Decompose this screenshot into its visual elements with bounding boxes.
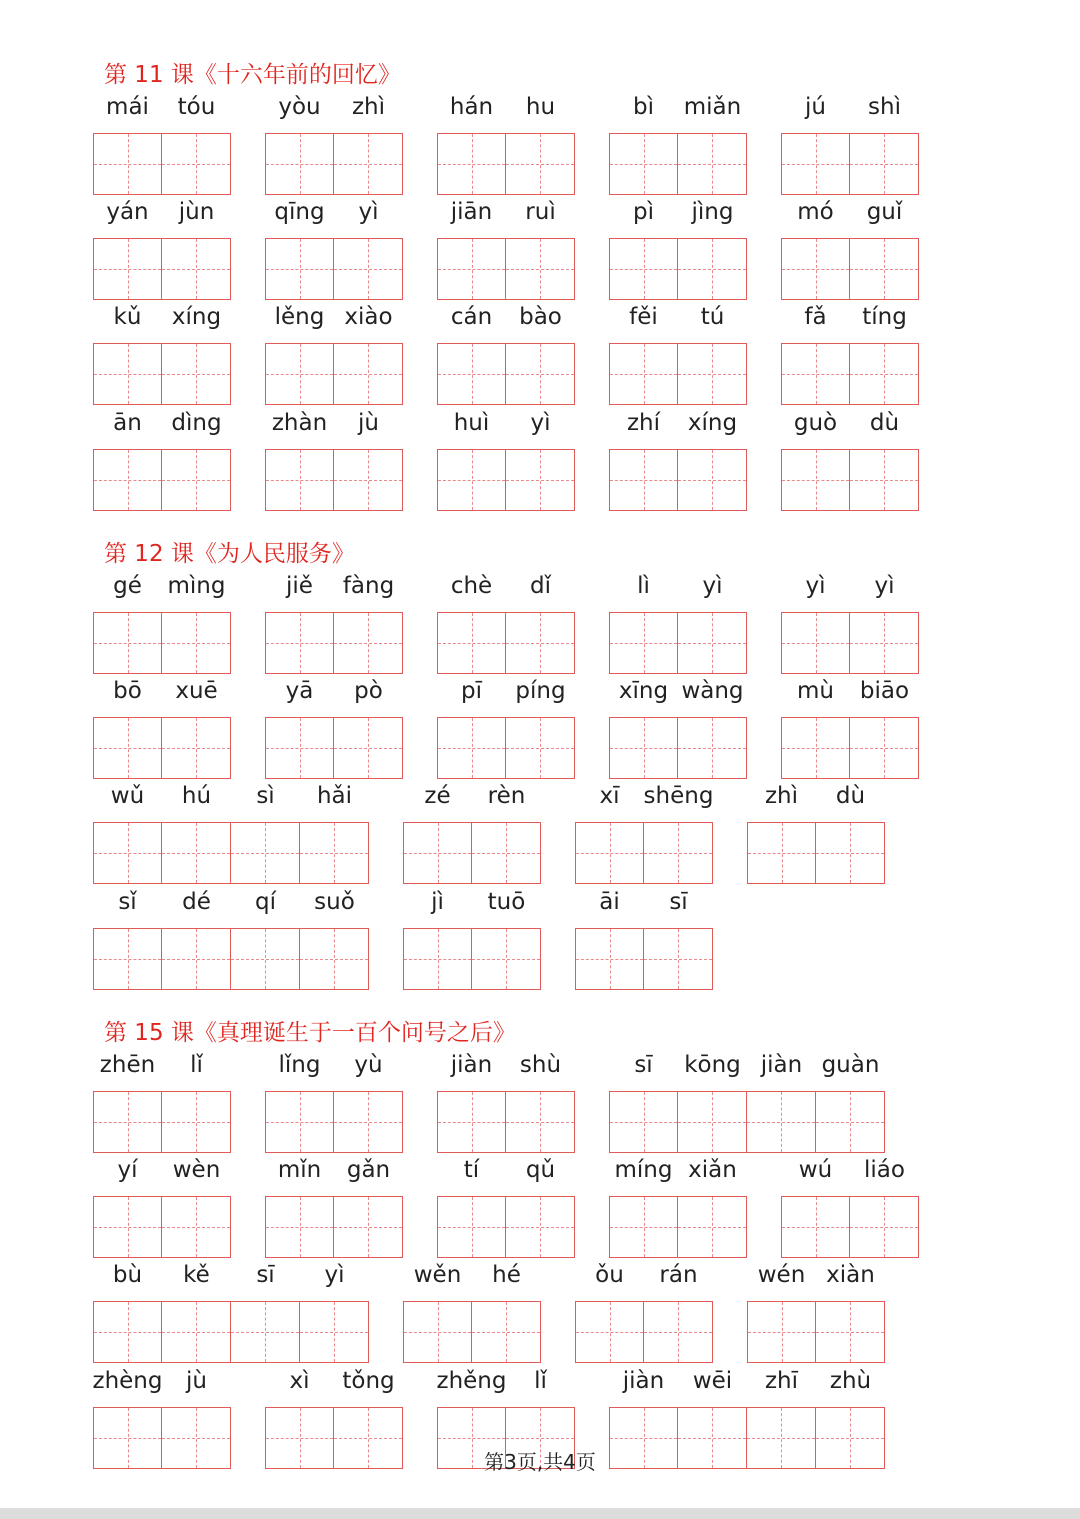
pinyin-label: wèn xyxy=(172,1157,221,1183)
writing-grid xyxy=(437,612,575,674)
pinyin-label: fàng xyxy=(342,573,395,599)
writing-cell[interactable] xyxy=(609,717,678,779)
pinyin-label: kě xyxy=(183,1262,210,1288)
writing-grid xyxy=(93,238,231,300)
pinyin-label: pì xyxy=(633,199,654,225)
writing-grid xyxy=(265,343,403,405)
pinyin-label: xiào xyxy=(344,304,393,330)
writing-cell[interactable] xyxy=(93,1301,162,1363)
pinyin-label: yòu xyxy=(278,94,321,120)
writing-cell[interactable] xyxy=(437,238,506,300)
writing-cell[interactable] xyxy=(747,1091,816,1153)
pinyin-label: lǐng xyxy=(278,1052,321,1078)
pinyin-label: yì xyxy=(530,410,551,436)
writing-cell[interactable] xyxy=(781,238,850,300)
writing-cell[interactable] xyxy=(162,343,231,405)
pinyin-label: zhì xyxy=(764,783,799,809)
pinyin-label: jiàn xyxy=(450,1052,493,1078)
pinyin-label: míng xyxy=(614,1157,673,1183)
pinyin-label: yán xyxy=(106,199,149,225)
writing-cell[interactable] xyxy=(403,822,472,884)
pinyin-label: hú xyxy=(181,783,212,809)
writing-cell[interactable] xyxy=(644,1301,713,1363)
pinyin-label: shēng xyxy=(643,783,714,809)
pinyin-label: zhì xyxy=(351,94,386,120)
pinyin-label: dé xyxy=(182,889,211,915)
writing-cell[interactable] xyxy=(300,822,369,884)
lesson-11-title: 第 11 课《十六年前的回忆》 xyxy=(104,62,401,88)
pinyin-label: zhàn xyxy=(271,410,328,436)
pinyin-label: fěi xyxy=(629,304,658,330)
writing-grid xyxy=(93,343,231,405)
pinyin-label: yì xyxy=(324,1262,345,1288)
writing-cell[interactable] xyxy=(437,612,506,674)
writing-cell[interactable] xyxy=(265,1196,334,1258)
pinyin-label: kǔ xyxy=(113,304,142,330)
writing-grid xyxy=(781,612,919,674)
writing-grid xyxy=(437,1091,575,1153)
writing-cell[interactable] xyxy=(609,1091,678,1153)
writing-grid xyxy=(437,238,575,300)
writing-cell[interactable] xyxy=(334,238,403,300)
pinyin-label: mái xyxy=(106,94,149,120)
writing-cell[interactable] xyxy=(678,1091,747,1153)
pinyin-label: zhī xyxy=(764,1368,799,1394)
writing-cell[interactable] xyxy=(93,238,162,300)
pinyin-label: tíng xyxy=(862,304,907,330)
pinyin-label: qí xyxy=(255,889,276,915)
pinyin-label: āi xyxy=(599,889,620,915)
pinyin-label: yì xyxy=(874,573,895,599)
writing-cell[interactable] xyxy=(609,612,678,674)
writing-grid xyxy=(609,717,747,779)
writing-cell[interactable] xyxy=(506,343,575,405)
writing-grid xyxy=(781,717,919,779)
pinyin-label: hǎi xyxy=(316,783,353,809)
writing-grid xyxy=(93,133,231,195)
pinyin-label: jú xyxy=(805,94,826,120)
writing-grid xyxy=(747,1301,885,1363)
writing-cell[interactable] xyxy=(300,1301,369,1363)
writing-cell[interactable] xyxy=(781,1196,850,1258)
writing-cell[interactable] xyxy=(265,343,334,405)
writing-cell[interactable] xyxy=(781,133,850,195)
pinyin-label: shì xyxy=(868,94,901,120)
writing-grid xyxy=(265,1196,403,1258)
writing-cell[interactable] xyxy=(678,343,747,405)
writing-cell[interactable] xyxy=(850,238,919,300)
pinyin-label: qīng xyxy=(274,199,325,225)
page-number: 第3页,共4页 xyxy=(484,1450,596,1474)
pinyin-label: miǎn xyxy=(683,94,742,120)
writing-grid xyxy=(403,928,541,990)
writing-cell[interactable] xyxy=(575,1301,644,1363)
writing-grid xyxy=(93,1196,231,1258)
pinyin-label: jìng xyxy=(691,199,734,225)
pinyin-label: pò xyxy=(354,678,383,704)
pinyin-label: mǐn xyxy=(277,1157,322,1183)
pinyin-label: guò xyxy=(793,410,838,436)
writing-grid xyxy=(609,238,747,300)
pinyin-label: mó xyxy=(797,199,834,225)
writing-cell[interactable] xyxy=(93,928,162,990)
pinyin-label: bào xyxy=(519,304,562,330)
writing-cell[interactable] xyxy=(437,449,506,511)
pinyin-label: xiàn xyxy=(826,1262,875,1288)
pinyin-label: ǒu xyxy=(595,1262,624,1288)
writing-cell[interactable] xyxy=(816,1301,885,1363)
pinyin-label: tí xyxy=(463,1157,480,1183)
writing-cell[interactable] xyxy=(231,822,300,884)
writing-cell[interactable] xyxy=(300,928,369,990)
writing-cell[interactable] xyxy=(162,612,231,674)
pinyin-label: suǒ xyxy=(314,889,355,915)
writing-cell[interactable] xyxy=(334,449,403,511)
writing-cell[interactable] xyxy=(93,822,162,884)
writing-grid xyxy=(93,1301,369,1363)
pinyin-label: yì xyxy=(358,199,379,225)
writing-cell[interactable] xyxy=(437,1196,506,1258)
pinyin-label: zhěng xyxy=(436,1368,507,1394)
writing-cell[interactable] xyxy=(678,238,747,300)
writing-grid xyxy=(437,1196,575,1258)
writing-grid xyxy=(403,822,541,884)
writing-cell[interactable] xyxy=(678,133,747,195)
pinyin-label: tóu xyxy=(177,94,216,120)
pinyin-label: xì xyxy=(289,1368,310,1394)
pinyin-label: wú xyxy=(798,1157,833,1183)
writing-grid xyxy=(265,238,403,300)
writing-cell[interactable] xyxy=(850,133,919,195)
pinyin-label: xíng xyxy=(687,410,738,436)
writing-cell[interactable] xyxy=(816,1091,885,1153)
pinyin-label: wēi xyxy=(692,1368,733,1394)
writing-cell[interactable] xyxy=(162,822,231,884)
pinyin-label: bì xyxy=(633,94,654,120)
pinyin-label: lì xyxy=(637,573,650,599)
writing-grid xyxy=(609,1196,747,1258)
writing-cell[interactable] xyxy=(437,717,506,779)
pinyin-label: sǐ xyxy=(118,889,137,915)
writing-cell[interactable] xyxy=(472,822,541,884)
pinyin-label: ān xyxy=(113,410,142,436)
writing-cell[interactable] xyxy=(781,343,850,405)
writing-cell[interactable] xyxy=(162,1196,231,1258)
writing-cell[interactable] xyxy=(93,1196,162,1258)
pinyin-label: pī xyxy=(461,678,482,704)
writing-grid xyxy=(747,822,885,884)
writing-cell[interactable] xyxy=(609,1196,678,1258)
writing-cell[interactable] xyxy=(678,449,747,511)
writing-grid xyxy=(575,1301,713,1363)
writing-cell[interactable] xyxy=(334,133,403,195)
writing-cell[interactable] xyxy=(506,612,575,674)
writing-cell[interactable] xyxy=(93,717,162,779)
writing-cell[interactable] xyxy=(162,1301,231,1363)
writing-cell[interactable] xyxy=(162,717,231,779)
writing-cell[interactable] xyxy=(575,822,644,884)
pinyin-label: mìng xyxy=(167,573,226,599)
writing-cell[interactable] xyxy=(265,449,334,511)
writing-cell[interactable] xyxy=(506,133,575,195)
writing-cell[interactable] xyxy=(850,1196,919,1258)
pinyin-label: guàn xyxy=(821,1052,880,1078)
writing-cell[interactable] xyxy=(850,612,919,674)
writing-grid xyxy=(93,1091,231,1153)
pinyin-label: xuē xyxy=(175,678,218,704)
pinyin-label: zhèng xyxy=(92,1368,163,1394)
writing-cell[interactable] xyxy=(506,717,575,779)
pinyin-label: jiān xyxy=(450,199,493,225)
writing-grid xyxy=(93,717,231,779)
writing-grid xyxy=(781,1196,919,1258)
pinyin-label: guǐ xyxy=(866,199,903,225)
pinyin-label: yì xyxy=(805,573,826,599)
pinyin-label: wǔ xyxy=(110,783,145,809)
pinyin-label: hán xyxy=(449,94,494,120)
writing-grid xyxy=(781,343,919,405)
writing-cell[interactable] xyxy=(93,343,162,405)
writing-cell[interactable] xyxy=(472,1301,541,1363)
writing-cell[interactable] xyxy=(437,343,506,405)
pinyin-label: rán xyxy=(659,1262,698,1288)
writing-grid xyxy=(781,238,919,300)
writing-cell[interactable] xyxy=(403,1301,472,1363)
pinyin-label: bō xyxy=(113,678,142,704)
writing-cell[interactable] xyxy=(609,343,678,405)
pinyin-label: kōng xyxy=(684,1052,741,1078)
writing-cell[interactable] xyxy=(609,133,678,195)
writing-cell[interactable] xyxy=(334,612,403,674)
pinyin-label: biāo xyxy=(859,678,910,704)
writing-grid xyxy=(575,928,713,990)
pinyin-label: jì xyxy=(431,889,444,915)
writing-cell[interactable] xyxy=(850,449,919,511)
pinyin-label: jù xyxy=(186,1368,207,1394)
pinyin-label: xíng xyxy=(171,304,222,330)
writing-cell[interactable] xyxy=(506,1091,575,1153)
writing-cell[interactable] xyxy=(850,343,919,405)
writing-grid xyxy=(265,612,403,674)
pinyin-label: sī xyxy=(634,1052,653,1078)
pinyin-label: wàng xyxy=(681,678,744,704)
writing-cell[interactable] xyxy=(162,133,231,195)
writing-cell[interactable] xyxy=(162,928,231,990)
writing-grid xyxy=(609,133,747,195)
pinyin-label: yā xyxy=(285,678,314,704)
writing-grid xyxy=(265,449,403,511)
writing-grid xyxy=(781,133,919,195)
pinyin-label: tǒng xyxy=(342,1368,395,1394)
writing-cell[interactable] xyxy=(506,238,575,300)
writing-grid xyxy=(93,449,231,511)
pinyin-label: sī xyxy=(669,889,688,915)
pinyin-label: dǐ xyxy=(530,573,551,599)
pinyin-label: hé xyxy=(492,1262,521,1288)
writing-grid xyxy=(437,717,575,779)
writing-grid xyxy=(781,449,919,511)
writing-cell[interactable] xyxy=(678,1196,747,1258)
writing-cell[interactable] xyxy=(265,133,334,195)
pinyin-label: jù xyxy=(358,410,379,436)
pinyin-label: liáo xyxy=(864,1157,905,1183)
writing-cell[interactable] xyxy=(781,717,850,779)
writing-cell[interactable] xyxy=(644,822,713,884)
writing-cell[interactable] xyxy=(334,1091,403,1153)
pinyin-label: tú xyxy=(700,304,725,330)
pinyin-label: huì xyxy=(453,410,490,436)
writing-cell[interactable] xyxy=(334,717,403,779)
writing-cell[interactable] xyxy=(816,822,885,884)
pinyin-label: fǎ xyxy=(804,304,827,330)
pinyin-label: tuō xyxy=(487,889,526,915)
writing-cell[interactable] xyxy=(403,928,472,990)
writing-cell[interactable] xyxy=(437,1091,506,1153)
writing-cell[interactable] xyxy=(162,1091,231,1153)
writing-grid xyxy=(437,343,575,405)
writing-cell[interactable] xyxy=(781,612,850,674)
writing-cell[interactable] xyxy=(93,133,162,195)
writing-grid xyxy=(93,612,231,674)
writing-cell[interactable] xyxy=(334,1196,403,1258)
writing-grid xyxy=(93,928,369,990)
pinyin-label: lěng xyxy=(274,304,325,330)
writing-cell[interactable] xyxy=(334,343,403,405)
pinyin-label: jiàn xyxy=(622,1368,665,1394)
pinyin-label: jiě xyxy=(286,573,313,599)
pinyin-label: shù xyxy=(519,1052,562,1078)
pinyin-label: gé xyxy=(113,573,142,599)
writing-cell[interactable] xyxy=(506,1196,575,1258)
pinyin-label: xī xyxy=(599,783,620,809)
writing-cell[interactable] xyxy=(231,1301,300,1363)
writing-cell[interactable] xyxy=(265,717,334,779)
writing-grid xyxy=(265,133,403,195)
pinyin-label: jiàn xyxy=(760,1052,803,1078)
writing-grid xyxy=(575,822,713,884)
pinyin-label: sī xyxy=(256,1262,275,1288)
lesson-15-title: 第 15 课《真理诞生于一百个问号之后》 xyxy=(104,1020,516,1046)
writing-cell[interactable] xyxy=(747,822,816,884)
pinyin-label: dù xyxy=(869,410,900,436)
writing-cell[interactable] xyxy=(162,449,231,511)
writing-grid xyxy=(609,1091,885,1153)
pinyin-label: wén xyxy=(757,1262,806,1288)
pinyin-label: bù xyxy=(112,1262,143,1288)
writing-grid xyxy=(609,449,747,511)
pinyin-label: rèn xyxy=(487,783,526,809)
writing-cell[interactable] xyxy=(850,717,919,779)
writing-cell[interactable] xyxy=(609,449,678,511)
pinyin-label: sì xyxy=(256,783,275,809)
pinyin-label: xiǎn xyxy=(688,1157,737,1183)
writing-grid xyxy=(403,1301,541,1363)
writing-cell[interactable] xyxy=(781,449,850,511)
pinyin-label: mù xyxy=(797,678,834,704)
pinyin-label: gǎn xyxy=(346,1157,391,1183)
writing-grid xyxy=(437,133,575,195)
pinyin-label: zé xyxy=(424,783,451,809)
lesson-12-title: 第 12 课《为人民服务》 xyxy=(104,541,355,567)
pinyin-label: xīng xyxy=(618,678,669,704)
bottom-bar xyxy=(0,1508,1080,1519)
writing-cell[interactable] xyxy=(747,1301,816,1363)
pinyin-label: dìng xyxy=(171,410,222,436)
pinyin-label: hu xyxy=(525,94,556,120)
pinyin-label: ruì xyxy=(525,199,556,225)
pinyin-label: zhù xyxy=(829,1368,872,1394)
writing-cell[interactable] xyxy=(265,612,334,674)
pinyin-label: píng xyxy=(515,678,566,704)
writing-grid xyxy=(437,449,575,511)
writing-grid xyxy=(93,822,369,884)
writing-cell[interactable] xyxy=(506,449,575,511)
writing-cell[interactable] xyxy=(93,612,162,674)
pinyin-label: lǐ xyxy=(190,1052,203,1078)
writing-cell[interactable] xyxy=(472,928,541,990)
pinyin-label: zhí xyxy=(626,410,661,436)
writing-cell[interactable] xyxy=(265,238,334,300)
writing-cell[interactable] xyxy=(265,1091,334,1153)
writing-cell[interactable] xyxy=(644,928,713,990)
writing-cell[interactable] xyxy=(678,717,747,779)
writing-cell[interactable] xyxy=(93,1091,162,1153)
pinyin-label: yì xyxy=(702,573,723,599)
pinyin-label: dù xyxy=(835,783,866,809)
pinyin-label: yí xyxy=(117,1157,138,1183)
writing-cell[interactable] xyxy=(231,928,300,990)
pinyin-label: zhēn xyxy=(99,1052,156,1078)
pinyin-label: jùn xyxy=(178,199,215,225)
pinyin-label: yù xyxy=(354,1052,383,1078)
writing-cell[interactable] xyxy=(437,133,506,195)
writing-cell[interactable] xyxy=(575,928,644,990)
writing-cell[interactable] xyxy=(678,612,747,674)
pinyin-label: wěn xyxy=(413,1262,462,1288)
writing-cell[interactable] xyxy=(609,238,678,300)
pinyin-label: cán xyxy=(450,304,493,330)
writing-cell[interactable] xyxy=(93,449,162,511)
writing-grid xyxy=(265,717,403,779)
writing-grid xyxy=(609,612,747,674)
pinyin-label: qǔ xyxy=(525,1157,556,1183)
pinyin-label: chè xyxy=(450,573,493,599)
writing-cell[interactable] xyxy=(162,238,231,300)
writing-grid xyxy=(609,343,747,405)
pinyin-label: lǐ xyxy=(534,1368,547,1394)
writing-grid xyxy=(265,1091,403,1153)
